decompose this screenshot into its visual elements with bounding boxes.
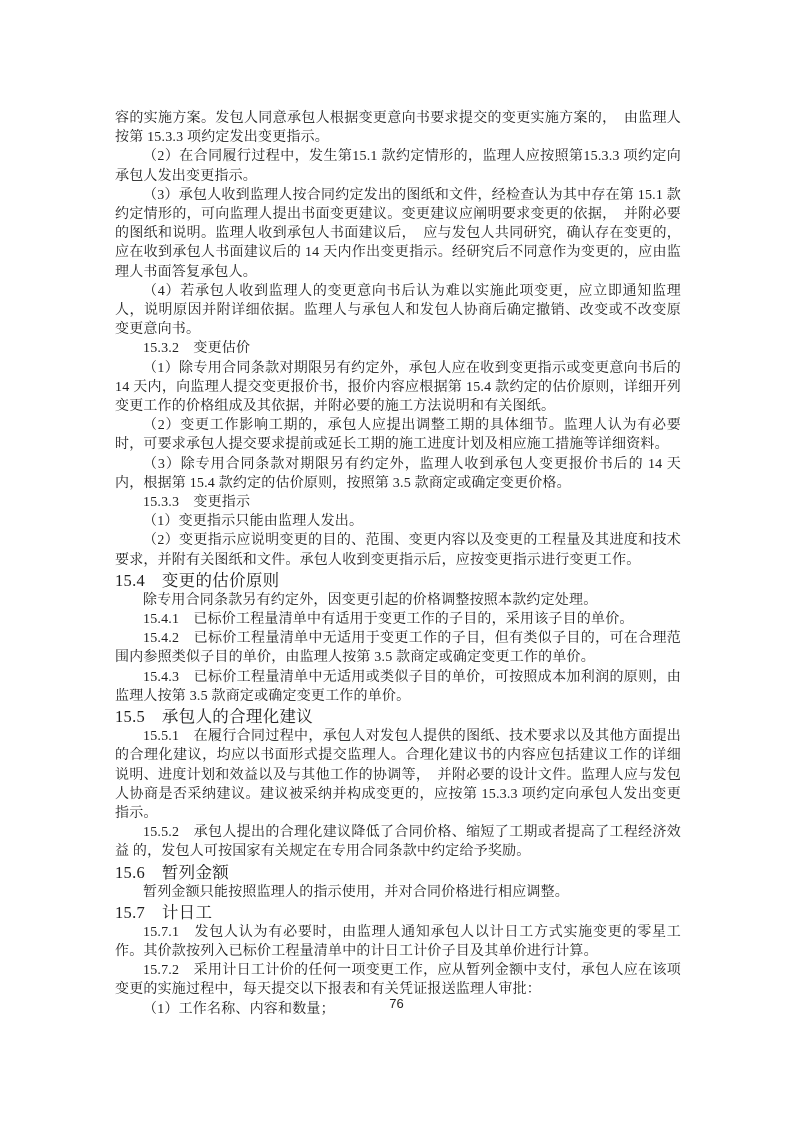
clause-15-3-3-item2: （2）变更指示应说明变更的目的、范围、变更内容以及变更的工程量及其进度和技术要求，并附有关图纸和文件。承包人收到变更指示后，应按变更指示进行变更工作。 xyxy=(115,533,681,568)
clause-15-7-2: 15.7.2 采用计日工计价的任何一项变更工作，应从暂列金额中支付，承包人应在该项变更的实施过程中，每天提交以下报表和有关凭证报送监理人审批： xyxy=(115,963,681,998)
page-number: 76 xyxy=(389,996,404,1011)
clause-15-4-intro: 除专用合同条款另有约定外，因变更引起的价格调整按照本款约定处理。 xyxy=(143,592,598,608)
section-heading-15-5: 15.5 承包人的合理化建议 xyxy=(115,707,314,727)
clause-15-5-1: 15.5.1 在履行合同过程中，承包人对发包人提供的图纸、技术要求以及其他方面提出的合理化建议，均应以书面形式提交监理人。合理化建议书的内容应包括建议工作的详细说明、进度计划和效益以及与其他工作的协调等， 并附必要的设计文件。监理人应与发包人协商是否采纳建议。建议被采纳并构成变更的，应按第 15.3.3 项约定向承包人发出变更指示。 xyxy=(115,729,681,821)
clause-15-7-2-item1: （1）工作名称、内容和数量； xyxy=(143,1001,335,1017)
clause-15-4-2: 15.4.2 已标价工程量清单中无适用于变更工作的子目，但有类似子目的，可在合理范围内参照类似子目的单价，由监理人按第 3.5 款商定或确定变更工作的单价。 xyxy=(115,631,681,666)
clause-15-3-2-item2: （2）变更工作影响工期的，承包人应提出调整工期的具体细节。监理人认为有必要时，可要求承包人提交要求提前或延长工期的施工进度计划及相应施工措施等详细资料。 xyxy=(115,418,681,453)
clause-15-3-1-item4: （4）若承包人收到监理人的变更意向书后认为难以实施此项变更，应立即通知监理人，说明原因并附详细依据。监理人与承包人和发包人协商后确定撤销、改变或不改变原变更意向书。 xyxy=(115,283,681,338)
page-content xyxy=(115,109,681,1019)
clause-15-5-2: 15.5.2 承包人提出的合理化建议降低了合同价格、缩短了工期或者提高了工程经济效益 的，发包人可按国家有关规定在专用合同条款中约定给予奖励。 xyxy=(115,825,681,860)
section-heading-15-7: 15.7 计日工 xyxy=(115,902,213,922)
section-heading-15-4: 15.4 变更的估价原则 xyxy=(115,570,280,590)
section-heading-15-6: 15.6 暂列金额 xyxy=(115,862,230,882)
subsection-heading-15-3-3: 15.3.3 变更指示 xyxy=(143,495,251,511)
clause-15-4-3: 15.4.3 已标价工程量清单中无适用或类似子目的单价，可按照成本加利润的原则，由监理人按第 3.5 款商定或确定变更工作的单价。 xyxy=(115,669,681,704)
clause-15-3-1-item1-continuation: 容的实施方案。发包人同意承包人根据变更意向书要求提交的变更实施方案的， 由监理人按第 15.3.3 项约定发出变更指示。 xyxy=(115,111,681,146)
clause-15-4-1: 15.4.1 已标价工程量清单中有适用于变更工作的子目的，采用该子目的单价。 xyxy=(143,612,634,628)
clause-15-3-3-item1: （1）变更指示只能由监理人发出。 xyxy=(143,514,364,530)
clause-15-3-2-item1: （1）除专用合同条款对期限另有约定外，承包人应在收到变更指示或变更意向书后的 14 天内，向监理人提交变更报价书，报价内容应根据第 15.4 款约定的估价原则，详细开列变更工作的价格组成及其依据，并附必要的施工方法说明和有关图纸。 xyxy=(115,360,681,415)
subsection-heading-15-3-2: 15.3.2 变更估价 xyxy=(143,341,251,357)
clause-15-3-1-item3: （3）承包人收到监理人按合同约定发出的图纸和文件，经检查认为其中存在第 15.1 款约定情形的，可向监理人提出书面变更建议。变更建议应阐明要求变更的依据， 并附必要的图纸和说明。监理人收到承包人书面建议后， 应与发包人共同研究，确认存在变更的，应在收到承包人书面建议后的 14 天内作出变更指示。经研究后不同意作为变更的，应由监理人书面答复承包人。 xyxy=(115,187,681,280)
clause-15-3-2-item3: （3）除专用合同条款对期限另有约定外，监理人收到承包人变更报价书后的 14 天内，根据第 15.4 款约定的估价原则，按照第 3.5 款商定或确定变更价格。 xyxy=(115,456,681,491)
clause-15-7-1: 15.7.1 发包人认为有必要时，由监理人通知承包人以计日工方式实施变更的零星工作。其价款按列入已标价工程量清单中的计日工计价子目及其单价进行计算。 xyxy=(115,924,681,959)
clause-15-3-1-item2: （2）在合同履行过程中，发生第15.1 款约定情形的，监理人应按照第15.3.3 项约定向承包人发出变更指示。 xyxy=(115,149,681,184)
clause-15-6-intro: 暂列金额只能按照监理人的指示使用，并对合同价格进行相应调整。 xyxy=(143,884,569,900)
